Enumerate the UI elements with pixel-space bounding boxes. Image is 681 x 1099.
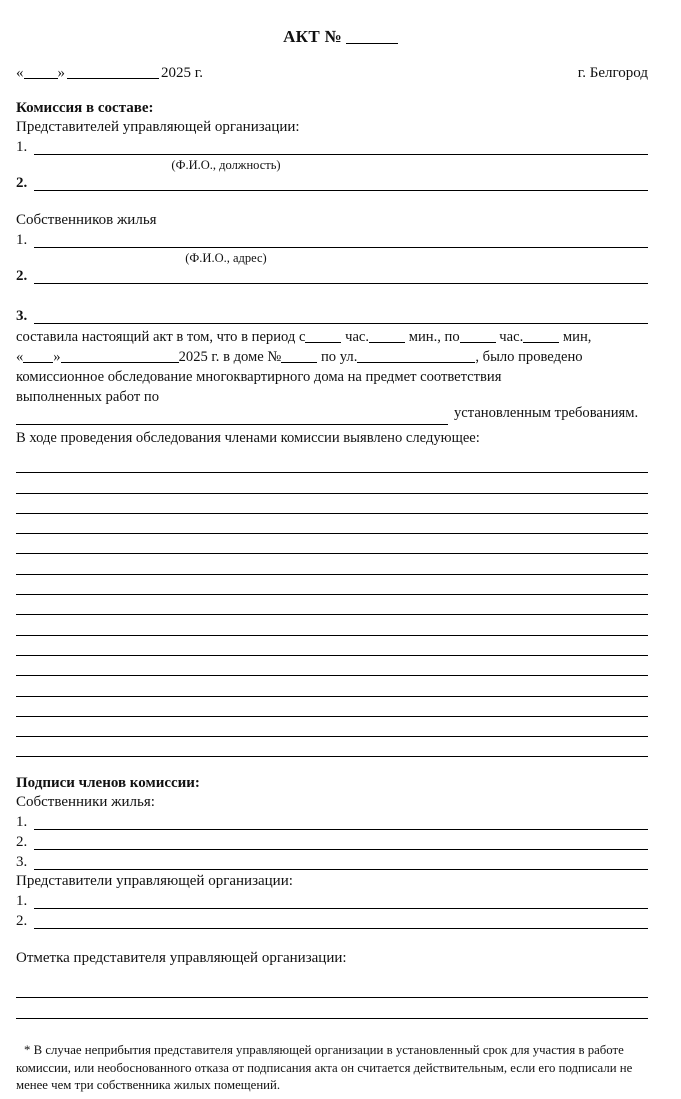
month-blank[interactable] — [67, 78, 159, 79]
body-line-1-a: составила настоящий акт в том, что в период с — [16, 329, 306, 345]
signature-owner-blank-3[interactable] — [34, 869, 648, 870]
signature-org-rep-number-1: 1. — [16, 893, 28, 910]
mark-blank-line[interactable] — [16, 1001, 665, 1022]
findings-blank-line-rule — [16, 574, 648, 575]
findings-blank-line-rule — [16, 655, 648, 656]
start-hour-blank[interactable] — [305, 342, 341, 343]
findings-blank-line[interactable] — [16, 456, 665, 476]
signature-owners-label: Собственники жилья: — [16, 794, 155, 811]
signature-org-reps-label: Представители управляющей организации: — [16, 873, 293, 890]
start-minute-blank[interactable] — [369, 342, 405, 343]
findings-blank-line-rule — [16, 635, 648, 636]
signature-owner-number-3: 3. — [16, 854, 28, 871]
spacer-signatures — [16, 760, 665, 774]
page-title — [16, 26, 665, 48]
org-rep-row-1[interactable] — [16, 137, 665, 157]
signature-owner-row-2[interactable] — [16, 832, 665, 852]
body-line-6: В ходе проведения обследования членами комиссии выявлено следующее: — [16, 430, 480, 446]
body-line-2-d: по ул. — [321, 349, 358, 365]
body-line-2-b: » — [53, 349, 61, 365]
body-line-1-b: час. — [345, 329, 370, 345]
date-city-row — [16, 63, 665, 83]
signature-org-rep-blank-2[interactable] — [34, 928, 648, 929]
owner-row-1[interactable] — [16, 230, 665, 250]
owner-blank-3[interactable] — [34, 323, 648, 324]
signature-owner-blank-1[interactable] — [34, 829, 648, 830]
body-line-4: выполненных работ по — [16, 389, 159, 405]
mark-blank-line[interactable] — [16, 980, 665, 1001]
body-line-2-a: « — [16, 349, 24, 365]
org-rep-blank-1[interactable] — [34, 154, 648, 155]
findings-blank-line[interactable] — [16, 598, 665, 618]
body-line-1-c: мин., по — [408, 329, 460, 345]
findings-blank-line-rule — [16, 472, 648, 473]
street-blank[interactable] — [357, 362, 475, 363]
org-rep-number-1: 1. — [16, 139, 28, 155]
owner-row-3[interactable] — [16, 306, 665, 326]
findings-blank-line-rule — [16, 553, 648, 554]
owner-number-1: 1. — [16, 232, 28, 248]
findings-blank-line[interactable] — [16, 618, 665, 638]
owners-caption: (Ф.И.О., адрес) — [185, 251, 267, 265]
inspect-day-blank[interactable] — [23, 362, 53, 363]
findings-blank-line[interactable] — [16, 700, 665, 720]
findings-blank-line-rule — [16, 696, 648, 697]
org-rep-row-2[interactable] — [16, 173, 665, 193]
mark-label: Отметка представителя управляющей организации: — [16, 950, 347, 967]
date-quote-open: « — [16, 65, 24, 81]
body-line-5 — [16, 407, 665, 428]
org-rep-blank-2[interactable] — [34, 190, 648, 191]
body-paragraph — [16, 327, 665, 448]
findings-blank-line-rule — [16, 493, 648, 494]
body-line-2-e: , было проведено — [475, 349, 583, 365]
findings-blank-line-rule — [16, 533, 648, 534]
findings-blank-line[interactable] — [16, 679, 665, 699]
signature-owner-number-2: 2. — [16, 834, 28, 851]
findings-blank-line[interactable] — [16, 720, 665, 740]
owner-number-3: 3. — [16, 308, 28, 324]
findings-blank-line[interactable] — [16, 557, 665, 577]
org-reps-caption: (Ф.И.О., должность) — [171, 158, 281, 172]
findings-blank-line[interactable] — [16, 497, 665, 517]
findings-blank-line-rule — [16, 675, 648, 676]
end-hour-blank[interactable] — [460, 342, 496, 343]
date-field — [16, 63, 203, 83]
findings-blank-line[interactable] — [16, 578, 665, 598]
findings-lines — [16, 456, 665, 760]
findings-blank-line[interactable] — [16, 517, 665, 537]
day-blank[interactable] — [24, 78, 58, 79]
footnote-text: * В случае неприбытия представителя управляющей организации в установленный срок для участия в работе комиссии, или необоснованного отказа от подписания акта он считается действительным, если его подписали не менее чем три собственника жилых помещений. — [16, 1043, 633, 1093]
body-line-1-e: мин, — [562, 329, 592, 345]
signature-owner-blank-2[interactable] — [34, 849, 648, 850]
commission-heading: Комиссия в составе: — [16, 100, 154, 116]
findings-blank-line-rule — [16, 736, 648, 737]
owner-blank-1[interactable] — [34, 247, 648, 248]
spacer-mark-lines — [16, 968, 665, 980]
owner-row-2[interactable] — [16, 266, 665, 286]
findings-blank-line[interactable] — [16, 537, 665, 557]
findings-blank-line-rule — [16, 756, 648, 757]
footnote — [16, 1042, 657, 1095]
signature-owner-row-1[interactable] — [16, 812, 665, 832]
owner-number-2: 2. — [16, 268, 28, 284]
house-number-blank[interactable] — [281, 362, 317, 363]
findings-blank-line[interactable] — [16, 659, 665, 679]
inspect-month-blank[interactable] — [61, 362, 179, 363]
findings-blank-line-rule — [16, 513, 648, 514]
signature-owner-row-3[interactable] — [16, 852, 665, 872]
findings-blank-line[interactable] — [16, 476, 665, 496]
findings-blank-line[interactable] — [16, 639, 665, 659]
city-label: г. Белгород — [577, 65, 648, 81]
date-quote-close: » — [57, 65, 65, 81]
spacer-owners — [16, 193, 665, 211]
findings-blank-line[interactable] — [16, 740, 665, 760]
signatures-heading: Подписи членов комиссии: — [16, 775, 200, 792]
signature-org-rep-number-2: 2. — [16, 913, 28, 930]
signature-org-rep-row-2[interactable] — [16, 911, 665, 931]
body-line-5-tail: установленным требованиям. — [454, 405, 639, 421]
year-label: 2025 г. — [161, 65, 203, 81]
signature-org-rep-blank-1[interactable] — [34, 908, 648, 909]
body-line-1 — [16, 327, 665, 347]
mark-blank-line-rule — [16, 997, 648, 998]
end-minute-blank[interactable] — [523, 342, 559, 343]
document-body — [16, 0, 665, 1095]
spacer-mark — [16, 931, 665, 949]
body-line-2 — [16, 347, 665, 367]
owner-blank-2[interactable] — [34, 283, 648, 284]
findings-blank-line-rule — [16, 716, 648, 717]
spacer-owner-3 — [16, 286, 665, 306]
page-title-text: АКТ № — [283, 27, 342, 46]
findings-blank-line-rule — [16, 614, 648, 615]
org-rep-number-2: 2. — [16, 175, 28, 191]
works-description-blank[interactable] — [16, 424, 448, 425]
signature-org-rep-row-1[interactable] — [16, 891, 665, 911]
body-line-3: комиссионное обследование многоквартирного дома на предмет соответствия — [16, 369, 502, 385]
body-line-1-d: час. — [499, 329, 524, 345]
mark-blank-line-rule — [16, 1018, 648, 1019]
findings-blank-line-rule — [16, 594, 648, 595]
mark-lines — [16, 980, 665, 1022]
owners-label: Собственников жилья — [16, 212, 157, 228]
act-number-blank[interactable] — [346, 43, 398, 44]
body-line-2-c: 2025 г. в доме № — [178, 349, 282, 365]
signature-owner-number-1: 1. — [16, 814, 28, 831]
org-reps-label: Представителей управляющей организации: — [16, 119, 300, 135]
